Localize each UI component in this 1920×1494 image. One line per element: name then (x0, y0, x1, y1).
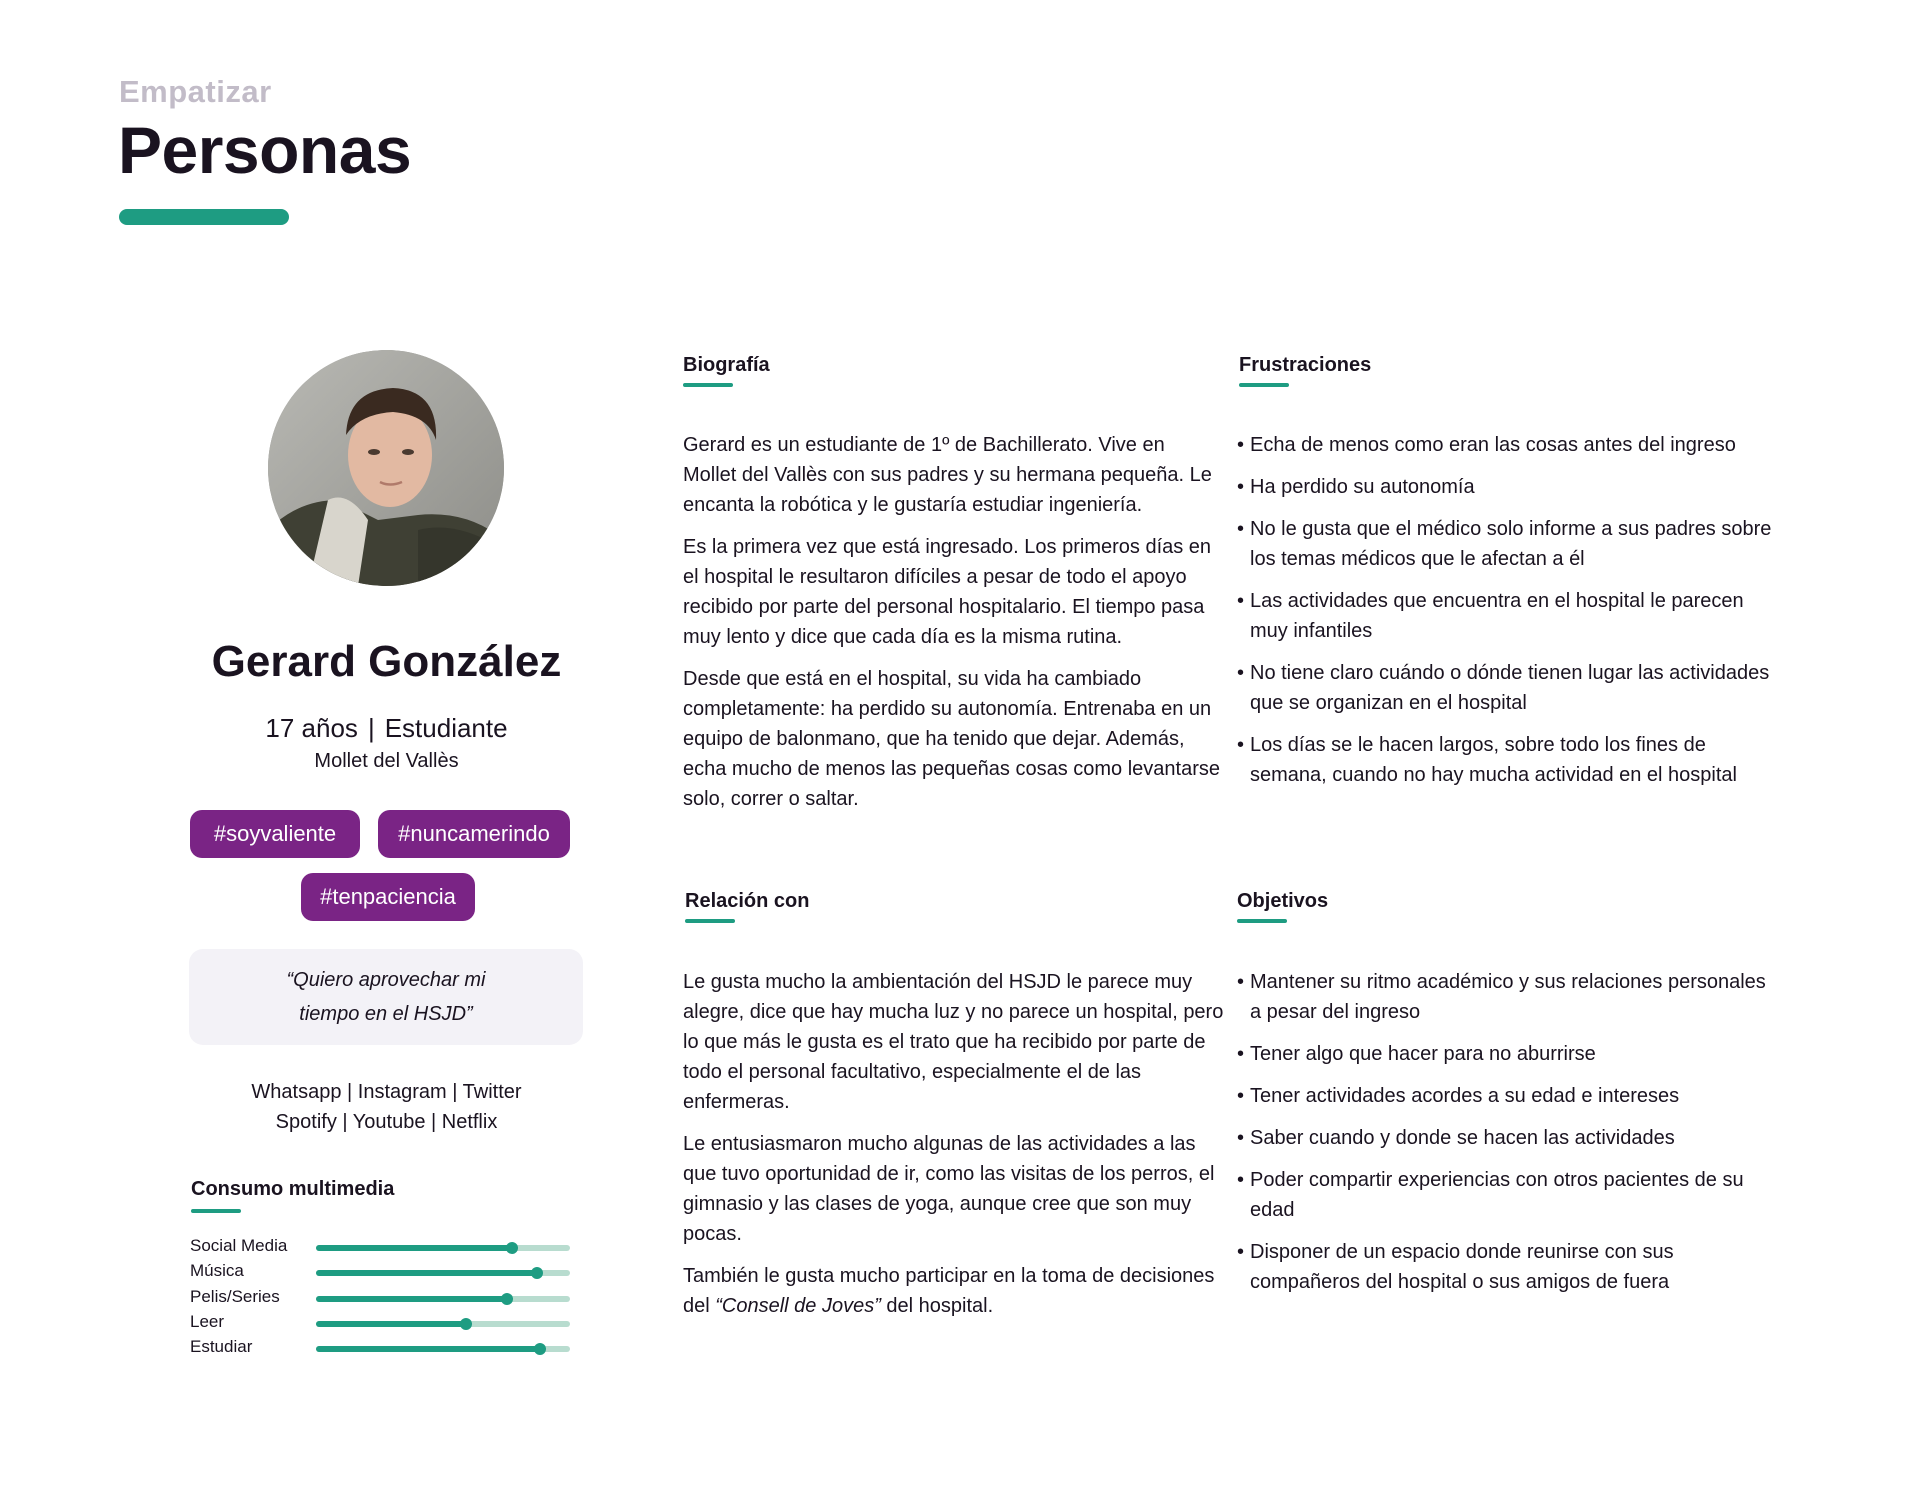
media-level-fill (316, 1296, 507, 1302)
media-level-bar (316, 1296, 570, 1302)
relacion-heading: Relación con (685, 890, 810, 912)
media-label: Estudiar (190, 1337, 253, 1357)
relacion-underline (685, 919, 735, 923)
persona-age: 17 años (265, 713, 358, 743)
persona-location: Mollet del Vallès (314, 750, 459, 772)
biografia-paragraph: Es la primera vez que está ingresado. Los primeros días en el hospital le resultaron difíciles a pesar de todo el apoyo recibido por parte del personal hospitalario. El tiempo pasa muy lento y dice que cada día es la misma rutina. (683, 536, 1212, 648)
frustracion-item: • Los días se le hacen largos, sobre todo los fines de semana, cuando no hay mucha actividad en el hospital (1237, 730, 1777, 790)
objetivos-heading: Objetivos (1237, 890, 1329, 912)
frustracion-item: • No tiene claro cuándo o dónde tienen lugar las actividades que se organizan en el hospital (1237, 658, 1777, 718)
frustracion-item: • No le gusta que el médico solo informe a sus padres sobre los temas médicos que le afectan a él (1237, 514, 1777, 574)
title-underline (119, 209, 289, 225)
media-level-knob (534, 1343, 546, 1355)
quote-line: “Quiero aprovechar mi (286, 969, 486, 991)
media-row (190, 1287, 570, 1309)
persona-meta (190, 713, 583, 744)
objetivo-item: • Mantener su ritmo académico y sus relaciones personales a pesar del ingreso (1237, 967, 1767, 1027)
media-row (190, 1337, 570, 1359)
persona-occupation: Estudiante (384, 713, 508, 743)
avatar (268, 350, 504, 586)
frustracion-item: • Ha perdido su autonomía (1237, 472, 1777, 502)
relacion-paragraph: Le entusiasmaron mucho algunas de las actividades a las que tuvo oportunidad de ir, como las visitas de los perros, el gimnasio y las clases de yoga, aunque cree que son muy pocas. (683, 1133, 1215, 1245)
apps-line: Whatsapp | Instagram | Twitter (251, 1081, 522, 1103)
media-heading-underline (191, 1209, 241, 1213)
media-level-bar (316, 1270, 570, 1276)
frustracion-item: • Echa de menos como eran las cosas antes del ingreso (1237, 430, 1777, 460)
media-level-bar (316, 1245, 570, 1251)
section-eyebrow: Empatizar (119, 74, 272, 109)
persona-quote (189, 949, 583, 1045)
biografia-heading: Biografía (683, 354, 770, 376)
media-row (190, 1312, 570, 1334)
hashtag-tenpaciencia: #tenpaciencia (301, 873, 475, 921)
media-level-bar (316, 1346, 570, 1352)
media-level-fill (316, 1270, 537, 1276)
page-title: Personas (118, 113, 412, 187)
media-level-fill (316, 1346, 540, 1352)
objetivos-underline (1237, 919, 1287, 923)
objetivo-item: • Disponer de un espacio donde reunirse con sus compañeros del hospital o sus amigos de fuera (1237, 1237, 1767, 1297)
persona-name: Gerard González (211, 637, 562, 686)
frustracion-item: • Las actividades que encuentra en el hospital le parecen muy infantiles (1237, 586, 1777, 646)
apps-line: Spotify | Youtube | Netflix (275, 1111, 498, 1133)
frustraciones-heading: Frustraciones (1239, 354, 1372, 376)
apps-list (190, 1077, 583, 1137)
media-level-fill (316, 1321, 466, 1327)
media-heading: Consumo multimedia (191, 1178, 395, 1200)
relacion-paragraph (683, 1261, 1228, 1321)
hashtag-soyvaliente: #soyvaliente (190, 810, 360, 858)
media-level-knob (531, 1267, 543, 1279)
objetivos-list (1237, 967, 1767, 1309)
frustraciones-list (1237, 430, 1777, 802)
media-label: Música (190, 1261, 244, 1281)
meta-separator: | (367, 713, 375, 743)
biografia-text (683, 430, 1223, 826)
media-label: Leer (190, 1311, 225, 1331)
frustraciones-underline (1239, 383, 1289, 387)
media-level-bar (316, 1321, 570, 1327)
biografia-underline (683, 383, 733, 387)
relacion-paragraph: Le gusta mucho la ambientación del HSJD le parece muy alegre, dice que hay mucha luz y no parece un hospital, pero lo que más le gusta es el trato que ha recibido por parte de todo el personal facultativo, especialmente el de las enfermeras. (683, 971, 1224, 1113)
media-row (190, 1236, 570, 1258)
biografia-paragraph: Gerard es un estudiante de 1º de Bachillerato. Vive en Mollet del Vallès con sus padres y su hermana pequeña. Le encanta la robótica y le gustaría estudiar ingeniería. (683, 434, 1212, 516)
relacion-text-start: También le gusta mucho participar en la toma de decisiones del (683, 1265, 1215, 1317)
objetivo-item: • Saber cuando y donde se hacen las actividades (1237, 1123, 1767, 1153)
media-label: Social Media (190, 1236, 288, 1255)
media-level-knob (506, 1242, 518, 1254)
media-row (190, 1261, 570, 1283)
media-level-knob (501, 1293, 513, 1305)
consell-de-joves: “Consell de Joves” (715, 1295, 881, 1317)
biografia-paragraph: Desde que está en el hospital, su vida ha cambiado completamente: ha perdido su autonomía. Entrenaba en un equipo de balonmano, que ha tenido que dejar. Además, echa mucho de menos las pequeñas cosas como levantarse solo, correr o saltar. (683, 668, 1220, 810)
media-label: Pelis/Series (190, 1286, 280, 1306)
objetivo-item: • Poder compartir experiencias con otros pacientes de su edad (1237, 1165, 1767, 1225)
objetivo-item: • Tener algo que hacer para no aburrirse (1237, 1039, 1767, 1069)
media-level-fill (316, 1245, 512, 1251)
hashtag-nuncamerindo: #nuncamerindo (378, 810, 570, 858)
objetivo-item: • Tener actividades acordes a su edad e intereses (1237, 1081, 1767, 1111)
quote-line: tiempo en el HSJD” (299, 1003, 473, 1025)
media-level-knob (460, 1318, 472, 1330)
relacion-text-end: del hospital. (880, 1295, 994, 1317)
relacion-text (683, 967, 1228, 1333)
